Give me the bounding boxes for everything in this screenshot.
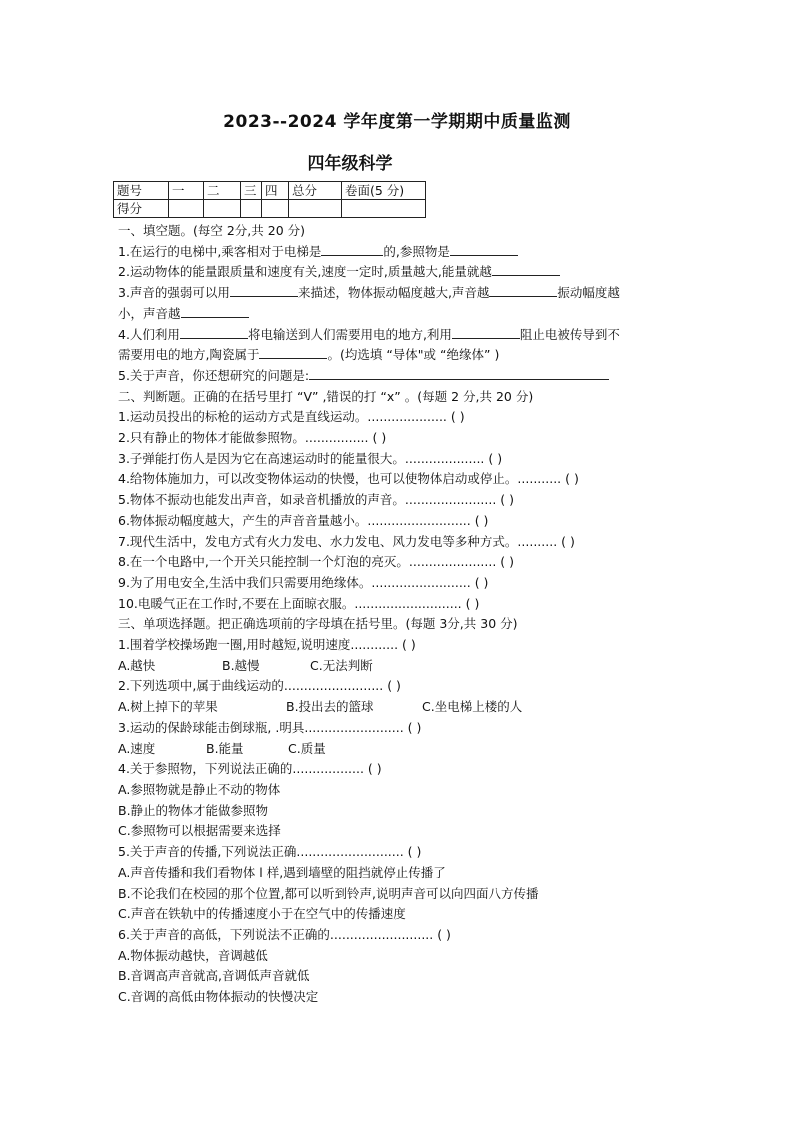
- score-cell[interactable]: [342, 200, 426, 218]
- choice-option: B.静止的物体才能做参照物: [118, 802, 269, 818]
- answer-blank[interactable]: [181, 305, 249, 318]
- choice-option: C.参照物可以根据需要来选择: [118, 823, 281, 839]
- exam-subtitle-text: 四年级科学: [307, 154, 393, 174]
- score-header-cell: 总分: [289, 182, 342, 200]
- choice-option: A.参照物就是静止不动的物体: [118, 781, 281, 797]
- score-table: [113, 181, 426, 218]
- answer-blank[interactable]: [450, 243, 518, 256]
- choice-option: A.树上掉下的苹果: [118, 699, 218, 715]
- judge-item: 5.物体不振动也能发出声音，如录音机播放的声音。....................... ( ): [118, 492, 515, 508]
- score-cell[interactable]: [289, 200, 342, 218]
- choice-stem: 5.关于声音的传播,下列说法正确........................... ( ): [118, 844, 422, 860]
- judge-item: 6.物体振动幅度越大，产生的声音音量越小。.......................... ( ): [118, 512, 489, 528]
- fill-question-1: 1.在运行的电梯中,乘客相对于电梯是 的,参照物是: [118, 242, 688, 263]
- judge-item: 2.只有静止的物体才能做参照物。................ ( ): [118, 430, 387, 446]
- score-header-cell: 题号: [114, 182, 169, 200]
- answer-blank[interactable]: [230, 284, 298, 297]
- score-cell[interactable]: [169, 200, 204, 218]
- answer-blank[interactable]: [489, 284, 557, 297]
- section1-heading: 一、填空题。(每空 2分,共 20 分): [118, 223, 306, 238]
- judge-item: 9.为了用电安全,生活中我们只需要用绝缘体。......................... ( ): [118, 574, 489, 590]
- fill-question-4: 4.人们利用 将电输送到人们需要用电的地方,利用 阻止电被传导到不: [118, 326, 620, 342]
- score-table-header-row: [114, 182, 426, 200]
- choice-options: [118, 656, 688, 677]
- choice-stem: 2.下列选项中,属于曲线运动的......................... ( ): [118, 678, 401, 694]
- score-cell[interactable]: [241, 200, 262, 218]
- choice-option: B.越慢: [222, 657, 260, 673]
- choice-option: C.坐电梯上楼的人: [422, 699, 523, 715]
- judge-item: 3.子弹能打伤人是因为它在高速运动时的能量很大。.................... ( ): [118, 450, 503, 466]
- choice-option: C.声音在铁轨中的传播速度小于在空气中的传播速度: [118, 906, 406, 922]
- choice-option: B.音调高声音就高,音调低声音就低: [118, 968, 310, 984]
- exam-title: 2023--2024 学年度第一学期期中质量监测: [223, 112, 571, 132]
- fill-question-3-cont: 小，声音越: [118, 304, 688, 325]
- score-header-cell: 三: [241, 182, 262, 200]
- choice-option: C.音调的高低由物体振动的快慢决定: [118, 989, 319, 1005]
- fill-question-5: 5.关于声音，你还想研究的问题是:: [118, 366, 688, 387]
- choice-options: [118, 697, 688, 718]
- answer-blank[interactable]: [309, 367, 609, 380]
- choice-option: A.声音传播和我们看物体 l 样,遇到墙壁的阻挡就停止传播了: [118, 864, 446, 880]
- choice-stem: 4.关于参照物，下列说法正确的.................. ( ): [118, 761, 382, 777]
- choice-option: A.越快: [118, 657, 156, 673]
- choice-stem: 6.关于声音的高低，下列说法不正确的.......................... ( ): [118, 926, 451, 942]
- exam-subtitle: [0, 149, 794, 174]
- section2-heading: 二、判断题。正确的在括号里打 “V” ,错误的打 “x” 。(每题 2 分,共 20 分): [118, 388, 534, 404]
- choice-option: C.质量: [288, 740, 326, 756]
- choice-option: B.能量: [206, 740, 244, 756]
- score-header-cell: 一: [169, 182, 204, 200]
- choice-option: A.速度: [118, 740, 156, 756]
- choice-option: B.不论我们在校园的那个位置,都可以听到铃声,说明声音可以向四面八方传播: [118, 885, 539, 901]
- score-table-score-row: [114, 200, 426, 218]
- score-cell[interactable]: [204, 200, 241, 218]
- choice-options: [118, 739, 688, 760]
- score-row-label: 得分: [114, 200, 169, 218]
- score-cell[interactable]: [262, 200, 289, 218]
- answer-blank[interactable]: [259, 346, 327, 359]
- answer-blank[interactable]: [180, 326, 248, 339]
- score-header-cell: 二: [204, 182, 241, 200]
- judge-item: 10.电暖气正在工作时,不要在上面晾衣服。........................... ( ): [118, 595, 480, 611]
- choice-stem: 1.围着学校操场跑一圈,用时越短,说明速度............ ( ): [118, 637, 416, 653]
- score-header-cell: 四: [262, 182, 289, 200]
- judge-item: 4.给物体施加力，可以改变物体运动的快慢，也可以使物体启动或停止。........... ( ): [118, 471, 579, 487]
- answer-blank[interactable]: [452, 326, 520, 339]
- choice-option: C.无法判断: [310, 657, 373, 673]
- exam-body: [118, 221, 688, 1008]
- fill-question-2: 2.运动物体的能量跟质量和速度有关,速度一定时,质量越大,能量就越: [118, 262, 688, 283]
- fill-question-4-cont: 需要用电的地方,陶瓷属于 。(均选填 “导体"或 “绝缘体” ): [118, 347, 500, 363]
- choice-stem: 3.运动的保龄球能击倒球瓶, .明具......................... ( ): [118, 719, 422, 735]
- judge-item: 7.现代生活中，发电方式有火力发电、水力发电、风力发电等多种方式。.......... ( ): [118, 533, 575, 549]
- judge-item: 1.运动员投出的标枪的运动方式是直线运动。.................... ( ): [118, 409, 465, 425]
- fill-question-3: 3.声音的强弱可以用 来描述，物体振动幅度越大,声音越 振动幅度越: [118, 285, 620, 301]
- score-header-cell: 卷面(5 分): [342, 182, 426, 200]
- answer-blank[interactable]: [492, 263, 560, 276]
- section3-heading: 三、单项选择题。把正确选项前的字母填在括号里。(每题 3分,共 30 分): [118, 616, 518, 632]
- choice-option: A.物体振动越快，音调越低: [118, 947, 268, 963]
- judge-item: 8.在一个电路中,一个开关只能控制一个灯泡的亮灭。...................... ( ): [118, 554, 515, 570]
- answer-blank[interactable]: [321, 243, 383, 256]
- choice-option: B.投出去的篮球: [286, 699, 374, 715]
